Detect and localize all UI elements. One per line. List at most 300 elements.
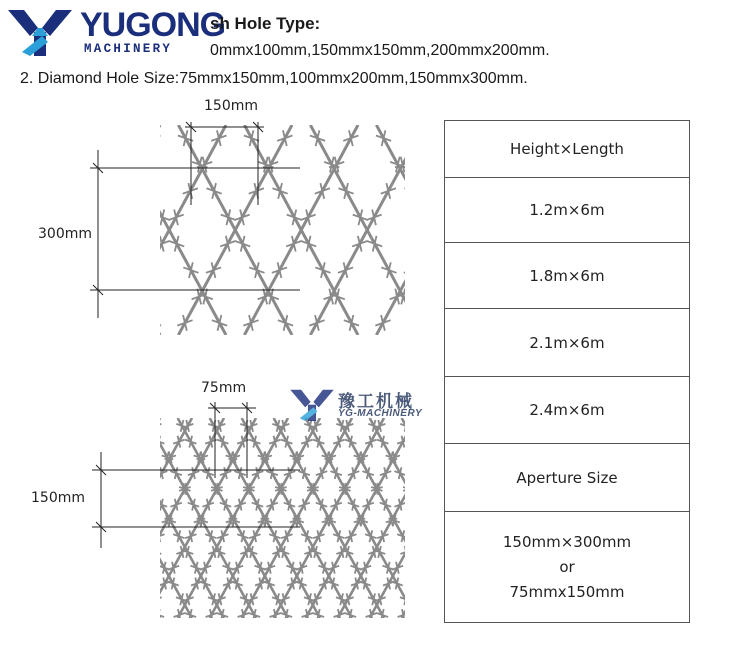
razor-barb <box>316 499 327 511</box>
razor-barb <box>153 530 164 542</box>
table-row <box>445 377 689 444</box>
razor-barb <box>57 436 68 448</box>
razor-barb <box>345 436 356 448</box>
razor-barb <box>269 530 280 542</box>
razor-barb <box>429 530 440 542</box>
razor-barb <box>138 499 149 511</box>
razor-barb <box>159 578 170 590</box>
razor-barb <box>159 562 170 574</box>
razor-barb <box>412 467 423 479</box>
razor-barb <box>432 210 440 226</box>
height-length-header: Height×Length <box>510 140 624 158</box>
razor-barb <box>328 562 339 574</box>
razor-barb <box>418 452 429 464</box>
razor-barb <box>315 183 330 199</box>
razor-barb <box>301 236 316 252</box>
razor-barb <box>380 499 391 511</box>
razor-barb <box>103 236 118 252</box>
razor-barb <box>46 130 61 146</box>
razor-barb <box>249 436 260 448</box>
razor-barb <box>287 578 298 590</box>
size-value: 1.8m×6m <box>529 266 605 285</box>
razor-barb <box>277 130 292 146</box>
razor-barb <box>121 436 132 448</box>
razor-barb <box>144 420 155 432</box>
razor-barb <box>212 315 227 331</box>
razor-barb <box>264 562 275 574</box>
razor-barb <box>117 262 132 278</box>
razor-barb <box>433 236 440 252</box>
razor-barb <box>72 562 83 574</box>
razor-barb <box>141 530 152 542</box>
razor-barb <box>398 609 409 621</box>
razor-barb <box>102 210 117 226</box>
razor-barb <box>112 420 123 432</box>
mesh-hole-type-heading: sh Hole Type: <box>210 14 321 33</box>
razor-barb <box>432 593 440 605</box>
razor-barb <box>133 452 144 464</box>
razor-barb <box>380 467 391 479</box>
wire-strand <box>370 418 440 618</box>
wire-strand <box>50 418 160 618</box>
razor-barb <box>319 562 330 574</box>
wire-strand <box>434 418 440 618</box>
square-hole-sizes: 0mmx100mm,150mmx150mm,200mmx200mm. <box>210 42 550 59</box>
razor-barb <box>234 499 245 511</box>
razor-barb <box>366 609 377 621</box>
razor-barb <box>211 130 226 146</box>
razor-barb <box>144 593 155 605</box>
razor-barb <box>366 210 381 226</box>
watermark-logo-icon <box>290 387 334 421</box>
razor-barb <box>316 467 327 479</box>
watermark-chinese-text: 豫工机械 <box>338 392 414 411</box>
razor-barb <box>111 315 126 331</box>
razor-barb <box>287 562 298 574</box>
razor-barb <box>124 467 135 479</box>
razor-barb <box>404 183 419 199</box>
razor-barb <box>365 436 376 448</box>
table-row <box>445 309 689 377</box>
razor-barb <box>284 467 295 479</box>
razor-barb <box>410 315 425 331</box>
razor-barb <box>234 467 245 479</box>
wire-strand <box>376 125 440 335</box>
razor-barb <box>142 609 153 621</box>
razor-barb <box>206 262 221 278</box>
razor-barb <box>255 562 266 574</box>
razor-barb <box>418 236 433 252</box>
razor-barb <box>80 420 91 432</box>
razor-barb <box>376 130 391 146</box>
razor-barb <box>359 578 370 590</box>
razor-barb <box>106 467 117 479</box>
razor-barb <box>406 546 417 558</box>
razor-barb <box>313 530 324 542</box>
razor-barb <box>343 130 358 146</box>
razor-barb <box>263 578 274 590</box>
logo-subtitle-text: MACHINERY <box>84 42 173 56</box>
razor-barb <box>309 315 324 331</box>
razor-barb <box>352 236 367 252</box>
razor-barb <box>383 562 394 574</box>
razor-barb <box>156 467 167 479</box>
razor-barb <box>155 210 170 226</box>
razor-barb <box>269 436 280 448</box>
razor-barb <box>252 499 263 511</box>
razor-barb <box>409 436 420 448</box>
razor-barb <box>244 130 259 146</box>
razor-barb <box>243 315 258 331</box>
razor-barb <box>377 436 388 448</box>
razor-barb <box>338 183 353 199</box>
specification-table <box>444 120 690 623</box>
razor-barb <box>415 578 426 590</box>
razor-barb <box>266 467 277 479</box>
razor-barb <box>205 530 216 542</box>
razor-barb <box>333 436 344 448</box>
razor-barb <box>375 315 390 331</box>
razor-barb <box>412 499 423 511</box>
razor-barb <box>362 467 373 479</box>
razor-barb <box>80 546 91 558</box>
wire-strand <box>402 418 440 618</box>
bottom-height-label: 150mm <box>31 490 85 506</box>
razor-barb <box>86 593 97 605</box>
razor-barb <box>234 210 249 226</box>
razor-barb <box>118 593 129 605</box>
razor-barb <box>169 236 184 252</box>
razor-barb <box>132 289 147 305</box>
razor-barb <box>126 289 141 305</box>
razor-barb <box>66 452 77 464</box>
razor-barb <box>397 436 408 448</box>
razor-barb <box>132 515 143 527</box>
razor-barb <box>351 562 362 574</box>
top-height-label: 300mm <box>38 226 92 242</box>
logo-brand-text: YUGONG <box>80 6 226 44</box>
razor-barb <box>272 262 287 278</box>
razor-barb <box>432 420 440 432</box>
razor-barb <box>173 530 184 542</box>
razor-barb <box>48 420 59 432</box>
table-row <box>445 178 689 243</box>
razor-barb <box>217 609 228 621</box>
wire-strand <box>434 418 440 618</box>
razor-barb <box>435 483 440 495</box>
razor-barb <box>135 578 146 590</box>
razor-barb <box>301 436 312 448</box>
razor-barb <box>206 609 217 621</box>
razor-barb <box>383 578 394 590</box>
razor-barb <box>112 546 123 558</box>
razor-barb <box>202 499 213 511</box>
razor-barb <box>302 609 313 621</box>
razor-barb <box>438 420 440 432</box>
razor-barb <box>330 499 341 511</box>
razor-barb <box>220 499 231 511</box>
razor-barb <box>400 546 411 558</box>
razor-barb <box>348 499 359 511</box>
razor-barb <box>423 578 434 590</box>
aperture-values-cell <box>445 512 689 622</box>
razor-barb <box>136 562 147 574</box>
razor-barb <box>46 609 57 621</box>
razor-barb <box>89 436 100 448</box>
razor-barb <box>191 562 202 574</box>
razor-barb <box>109 530 120 542</box>
top-diamond-mesh <box>45 125 440 335</box>
razor-barb <box>255 578 266 590</box>
razor-barb <box>140 183 155 199</box>
size-value: 1.2m×6m <box>529 201 605 219</box>
razor-barb <box>249 530 260 542</box>
razor-barb <box>272 183 287 199</box>
razor-barb <box>121 530 132 542</box>
razor-barb <box>429 436 440 448</box>
razor-barb <box>381 183 396 199</box>
razor-barb <box>353 210 368 226</box>
bottom-width-label: 75mm <box>201 380 247 396</box>
razor-barb <box>95 578 106 590</box>
razor-barb <box>287 210 302 226</box>
razor-barb <box>223 578 234 590</box>
razor-barb <box>237 530 248 542</box>
razor-barb <box>168 562 179 574</box>
razor-barb <box>432 546 440 558</box>
razor-barb <box>117 183 132 199</box>
watermark-english-text: YG-MACHINERY <box>338 408 423 419</box>
top-width-label: 150mm <box>204 98 258 114</box>
razor-barb <box>177 315 192 331</box>
razor-barb <box>167 578 178 590</box>
razor-barb <box>278 315 293 331</box>
wire-strand <box>376 125 440 335</box>
razor-barb <box>334 609 345 621</box>
razor-barb <box>199 578 210 590</box>
razor-barb <box>220 467 231 479</box>
razor-barb <box>131 157 146 173</box>
razor-barb <box>173 436 184 448</box>
razor-barb <box>238 609 249 621</box>
razor-barb <box>156 499 167 511</box>
razor-barb <box>409 530 420 542</box>
razor-barb <box>420 515 431 527</box>
razor-barb <box>351 578 362 590</box>
razor-barb <box>153 609 164 621</box>
razor-barb <box>127 562 138 574</box>
razor-barb <box>217 436 228 448</box>
razor-barb <box>140 262 155 278</box>
razor-barb <box>118 546 129 558</box>
razor-barb <box>400 593 411 605</box>
razor-barb <box>249 262 264 278</box>
razor-barb <box>60 289 75 305</box>
razor-barb <box>138 467 149 479</box>
razor-barb <box>150 420 161 432</box>
razor-barb <box>74 262 89 278</box>
razor-barb <box>127 578 138 590</box>
razor-barb <box>421 452 432 464</box>
razor-barb <box>150 593 161 605</box>
razor-barb <box>144 546 155 558</box>
razor-barb <box>89 210 104 226</box>
aperture-or: or <box>559 557 575 576</box>
razor-barb <box>365 530 376 542</box>
razor-barb <box>183 262 198 278</box>
razor-barb <box>174 609 185 621</box>
razor-barb <box>112 130 127 146</box>
razor-barb <box>170 467 181 479</box>
razor-barb <box>426 499 437 511</box>
razor-barb <box>115 483 126 495</box>
razor-barb <box>338 262 353 278</box>
razor-barb <box>100 515 111 527</box>
razor-barb <box>345 530 356 542</box>
razor-barb <box>185 530 196 542</box>
razor-barb <box>362 499 373 511</box>
razor-barb <box>313 436 324 448</box>
razor-barb <box>313 609 324 621</box>
razor-barb <box>153 436 164 448</box>
razor-barb <box>409 609 420 621</box>
razor-barb <box>235 236 250 252</box>
razor-barb <box>74 467 85 479</box>
razor-barb <box>377 609 388 621</box>
razor-barb <box>330 467 341 479</box>
razor-barb <box>130 452 141 464</box>
razor-barb <box>404 262 419 278</box>
razor-barb <box>89 530 100 542</box>
razor-barb <box>296 562 307 574</box>
razor-barb <box>252 467 263 479</box>
razor-barb <box>403 483 414 495</box>
razor-barb <box>249 609 260 621</box>
razor-barb <box>377 530 388 542</box>
size-value: 2.4m×6m <box>529 401 605 419</box>
aperture-value-1: 150mm×300mm <box>502 532 632 551</box>
razor-barb <box>270 609 281 621</box>
razor-barb <box>98 452 109 464</box>
razor-barb <box>403 483 414 495</box>
razor-barb <box>281 436 292 448</box>
diamond-hole-sizes: 2. Diamond Hole Size:75mmx150mm,100mmx200mm,150mmx300mm. <box>20 70 528 87</box>
wire-strand <box>402 418 440 618</box>
razor-barb <box>394 499 405 511</box>
razor-barb <box>426 467 437 479</box>
razor-barb <box>281 609 292 621</box>
razor-barb <box>298 467 309 479</box>
razor-barb <box>147 483 158 495</box>
razor-barb <box>315 262 330 278</box>
razor-barb <box>147 483 158 495</box>
razor-barb <box>301 530 312 542</box>
razor-barb <box>310 130 325 146</box>
razor-barb <box>188 499 199 511</box>
razor-barb <box>232 562 243 574</box>
razor-barb <box>74 183 89 199</box>
razor-barb <box>145 130 160 146</box>
aperture-size-label: Aperture Size <box>516 468 618 487</box>
razor-barb <box>249 183 264 199</box>
razor-barb <box>188 467 199 479</box>
razor-barb <box>381 262 396 278</box>
razor-barb <box>409 130 424 146</box>
razor-barb <box>415 562 426 574</box>
razor-barb <box>124 499 135 511</box>
razor-barb <box>170 499 181 511</box>
razor-barb <box>126 157 141 173</box>
razor-barb <box>300 210 315 226</box>
razor-barb <box>435 483 440 495</box>
razor-barb <box>78 609 89 621</box>
razor-barb <box>281 530 292 542</box>
wire-strand <box>370 418 440 618</box>
razor-barb <box>110 609 121 621</box>
razor-barb <box>185 609 196 621</box>
razor-barb <box>367 236 382 252</box>
razor-barb <box>344 315 359 331</box>
table-row <box>445 243 689 309</box>
razor-barb <box>348 467 359 479</box>
razor-barb <box>98 515 109 527</box>
razor-barb <box>424 562 435 574</box>
razor-barb <box>284 499 295 511</box>
razor-barb <box>191 578 202 590</box>
razor-barb <box>45 315 60 331</box>
razor-barb <box>286 236 301 252</box>
razor-barb <box>104 562 115 574</box>
razor-barb <box>406 593 417 605</box>
table-row <box>445 444 689 512</box>
razor-barb <box>419 210 434 226</box>
razor-barb <box>130 515 141 527</box>
razor-barb <box>298 499 309 511</box>
razor-barb <box>220 236 235 252</box>
razor-barb <box>54 593 65 605</box>
razor-barb <box>185 436 196 448</box>
razor-barb <box>183 183 198 199</box>
razor-barb <box>394 467 405 479</box>
razor-barb <box>319 578 330 590</box>
razor-barb <box>327 578 338 590</box>
razor-barb <box>217 530 228 542</box>
razor-barb <box>154 236 169 252</box>
razor-barb <box>418 515 429 527</box>
razor-barb <box>438 546 440 558</box>
watermark <box>290 387 430 423</box>
razor-barb <box>221 210 236 226</box>
razor-barb <box>231 578 242 590</box>
razor-barb <box>202 467 213 479</box>
razor-barb <box>223 562 234 574</box>
bottom-diamond-mesh <box>46 418 440 621</box>
razor-barb <box>150 546 161 558</box>
wire-strand <box>50 418 160 618</box>
razor-barb <box>115 483 126 495</box>
razor-barb <box>333 530 344 542</box>
razor-barb <box>60 157 75 173</box>
razor-barb <box>206 183 221 199</box>
razor-barb <box>63 578 74 590</box>
razor-barb <box>266 499 277 511</box>
razor-barb <box>360 562 371 574</box>
razor-barb <box>168 210 183 226</box>
razor-barb <box>392 562 403 574</box>
razor-barb <box>106 499 117 511</box>
razor-barb <box>141 436 152 448</box>
razor-barb <box>438 593 440 605</box>
